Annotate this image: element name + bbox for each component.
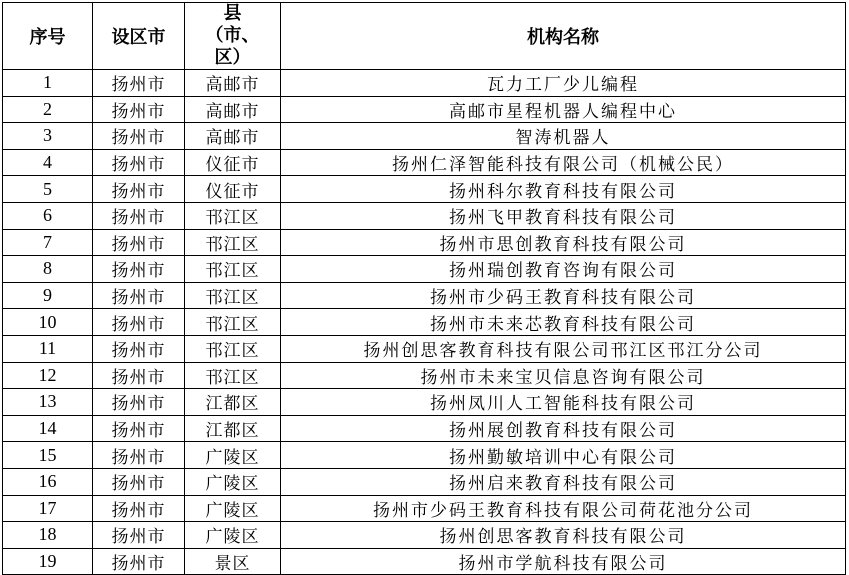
table-row <box>3 176 846 203</box>
row-seq: 10 <box>3 309 93 336</box>
table-header <box>3 3 846 70</box>
row-county: 江都区 <box>185 389 281 416</box>
row-city: 扬州市 <box>93 96 185 123</box>
row-county: 广陵区 <box>185 495 281 522</box>
table-row <box>3 415 846 442</box>
header-org: 机构名称 <box>281 3 846 70</box>
institution-table <box>2 2 846 575</box>
row-org: 扬州瑞创教育咨询有限公司 <box>281 256 846 283</box>
row-county: 景区 <box>185 548 281 575</box>
row-org: 扬州市少码王教育科技有限公司 <box>281 282 846 309</box>
table-row <box>3 468 846 495</box>
row-org: 扬州勤敏培训中心有限公司 <box>281 442 846 469</box>
row-city: 扬州市 <box>93 123 185 150</box>
header-county: 县（市、区） <box>185 3 281 70</box>
row-seq: 8 <box>3 256 93 283</box>
row-seq: 14 <box>3 415 93 442</box>
table-row <box>3 362 846 389</box>
row-seq: 15 <box>3 442 93 469</box>
row-org: 扬州市未来宝贝信息咨询有限公司 <box>281 362 846 389</box>
row-county: 邗江区 <box>185 229 281 256</box>
table-row <box>3 309 846 336</box>
row-seq: 6 <box>3 202 93 229</box>
row-city: 扬州市 <box>93 282 185 309</box>
row-org: 扬州仁泽智能科技有限公司（机械公民） <box>281 149 846 176</box>
row-city: 扬州市 <box>93 335 185 362</box>
table-body <box>3 70 846 575</box>
row-county: 高邮市 <box>185 96 281 123</box>
header-city: 设区市 <box>93 3 185 70</box>
table-row <box>3 335 846 362</box>
row-city: 扬州市 <box>93 256 185 283</box>
header-row <box>3 3 846 70</box>
header-seq: 序号 <box>3 3 93 70</box>
row-org: 扬州市思创教育科技有限公司 <box>281 229 846 256</box>
row-city: 扬州市 <box>93 442 185 469</box>
table-row <box>3 202 846 229</box>
table-row <box>3 522 846 549</box>
table-row <box>3 282 846 309</box>
row-org: 扬州创思客教育科技有限公司 <box>281 522 846 549</box>
row-org: 扬州科尔教育科技有限公司 <box>281 176 846 203</box>
row-seq: 5 <box>3 176 93 203</box>
row-org: 扬州创思客教育科技有限公司邗江区邗江分公司 <box>281 335 846 362</box>
row-seq: 13 <box>3 389 93 416</box>
row-city: 扬州市 <box>93 362 185 389</box>
row-seq: 12 <box>3 362 93 389</box>
row-county: 高邮市 <box>185 70 281 97</box>
row-county: 邗江区 <box>185 282 281 309</box>
row-county: 邗江区 <box>185 256 281 283</box>
row-seq: 18 <box>3 522 93 549</box>
row-county: 广陵区 <box>185 468 281 495</box>
row-seq: 4 <box>3 149 93 176</box>
row-city: 扬州市 <box>93 202 185 229</box>
row-seq: 17 <box>3 495 93 522</box>
row-org: 高邮市星程机器人编程中心 <box>281 96 846 123</box>
table-row <box>3 229 846 256</box>
row-county: 江都区 <box>185 415 281 442</box>
row-city: 扬州市 <box>93 70 185 97</box>
row-seq: 9 <box>3 282 93 309</box>
table-row <box>3 442 846 469</box>
table-row <box>3 495 846 522</box>
institution-table-container <box>2 2 846 575</box>
row-county: 广陵区 <box>185 522 281 549</box>
table-row <box>3 256 846 283</box>
row-county: 高邮市 <box>185 123 281 150</box>
row-city: 扬州市 <box>93 389 185 416</box>
row-org: 扬州飞甲教育科技有限公司 <box>281 202 846 229</box>
table-row <box>3 149 846 176</box>
row-seq: 19 <box>3 548 93 575</box>
row-seq: 2 <box>3 96 93 123</box>
table-row <box>3 70 846 97</box>
row-city: 扬州市 <box>93 522 185 549</box>
table-row <box>3 96 846 123</box>
row-county: 邗江区 <box>185 362 281 389</box>
row-city: 扬州市 <box>93 149 185 176</box>
row-county: 邗江区 <box>185 202 281 229</box>
row-seq: 3 <box>3 123 93 150</box>
row-county: 邗江区 <box>185 335 281 362</box>
row-city: 扬州市 <box>93 176 185 203</box>
row-org: 扬州展创教育科技有限公司 <box>281 415 846 442</box>
row-county: 广陵区 <box>185 442 281 469</box>
row-city: 扬州市 <box>93 229 185 256</box>
row-org: 扬州市未来芯教育科技有限公司 <box>281 309 846 336</box>
row-county: 仪征市 <box>185 149 281 176</box>
row-county: 仪征市 <box>185 176 281 203</box>
row-county: 邗江区 <box>185 309 281 336</box>
row-org: 扬州市少码王教育科技有限公司荷花池分公司 <box>281 495 846 522</box>
row-org: 智涛机器人 <box>281 123 846 150</box>
row-org: 扬州凤川人工智能科技有限公司 <box>281 389 846 416</box>
table-row <box>3 389 846 416</box>
row-org: 瓦力工厂少儿编程 <box>281 70 846 97</box>
row-city: 扬州市 <box>93 468 185 495</box>
table-row <box>3 123 846 150</box>
row-seq: 11 <box>3 335 93 362</box>
row-org: 扬州启来教育科技有限公司 <box>281 468 846 495</box>
row-seq: 1 <box>3 70 93 97</box>
row-city: 扬州市 <box>93 309 185 336</box>
row-seq: 16 <box>3 468 93 495</box>
row-seq: 7 <box>3 229 93 256</box>
row-city: 扬州市 <box>93 495 185 522</box>
row-city: 扬州市 <box>93 415 185 442</box>
row-org: 扬州市学航科技有限公司 <box>281 548 846 575</box>
row-city: 扬州市 <box>93 548 185 575</box>
